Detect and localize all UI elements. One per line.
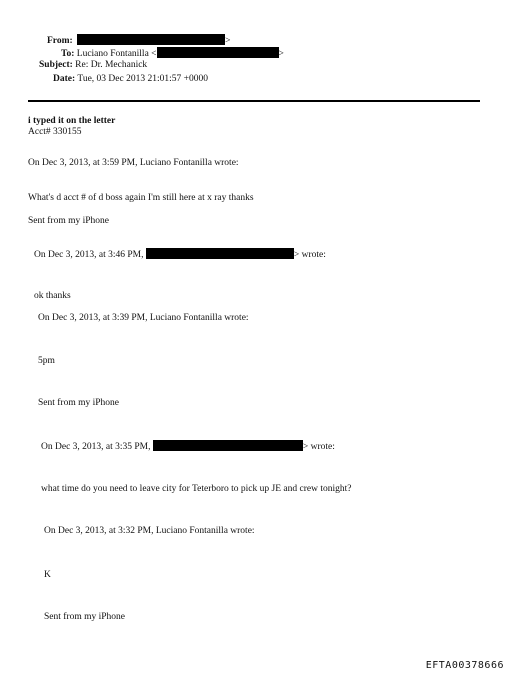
quote-4-text: what time do you need to leave city for Teterboro to pick up JE and crew tonight?: [41, 484, 352, 494]
to-suffix: >: [278, 49, 284, 59]
quote-2-text: ok thanks: [34, 291, 71, 301]
date-value: Tue, 03 Dec 2013 21:01:57 +0000: [77, 74, 208, 84]
quote-1-header: On Dec 3, 2013, at 3:59 PM, Luciano Fontanilla wrote:: [28, 158, 239, 168]
quote-5-signature: Sent from my iPhone: [44, 612, 126, 622]
quote-4-redaction: [153, 440, 303, 451]
quote-4-header-prefix: On Dec 3, 2013, at 3:35 PM,: [41, 442, 151, 452]
quote-2-header: [34, 248, 326, 260]
quote-4-header: [41, 440, 335, 452]
quote-1-text: What's d acct # of d boss again I'm still here at x ray thanks: [28, 193, 254, 203]
subject-value: Re: Dr. Mechanick: [75, 60, 148, 70]
quote-5-text: K: [44, 570, 51, 580]
from-label: From:: [47, 36, 73, 46]
date-row: [53, 74, 208, 84]
subject-label: Subject:: [39, 60, 73, 70]
date-label: Date:: [53, 74, 76, 84]
bates-number: EFTA00378666: [425, 660, 504, 671]
quote-2-header-prefix: On Dec 3, 2013, at 3:46 PM,: [34, 250, 144, 260]
quote-3-text: 5pm: [38, 356, 55, 366]
body-line-2: Acct# 330155: [28, 127, 82, 137]
from-suffix: >: [225, 36, 231, 46]
body-line-1: i typed it on the letter: [28, 116, 116, 126]
to-label: To:: [61, 49, 75, 59]
from-row: [47, 34, 230, 46]
quote-4-header-suffix: > wrote:: [302, 442, 335, 452]
to-redaction: [157, 47, 279, 58]
to-value: Luciano Fontanilla <: [76, 49, 157, 59]
subject-row: [39, 60, 147, 70]
from-redaction: [77, 34, 225, 45]
quote-2-redaction: [146, 248, 294, 259]
quote-1-signature: Sent from my iPhone: [28, 216, 110, 226]
quote-5-header: On Dec 3, 2013, at 3:32 PM, Luciano Fontanilla wrote:: [44, 526, 255, 536]
quote-3-header: On Dec 3, 2013, at 3:39 PM, Luciano Fontanilla wrote:: [38, 313, 249, 323]
quote-3-signature: Sent from my iPhone: [38, 398, 120, 408]
header-divider: [28, 100, 480, 102]
to-row: [61, 47, 284, 59]
quote-2-header-suffix: > wrote:: [293, 250, 326, 260]
